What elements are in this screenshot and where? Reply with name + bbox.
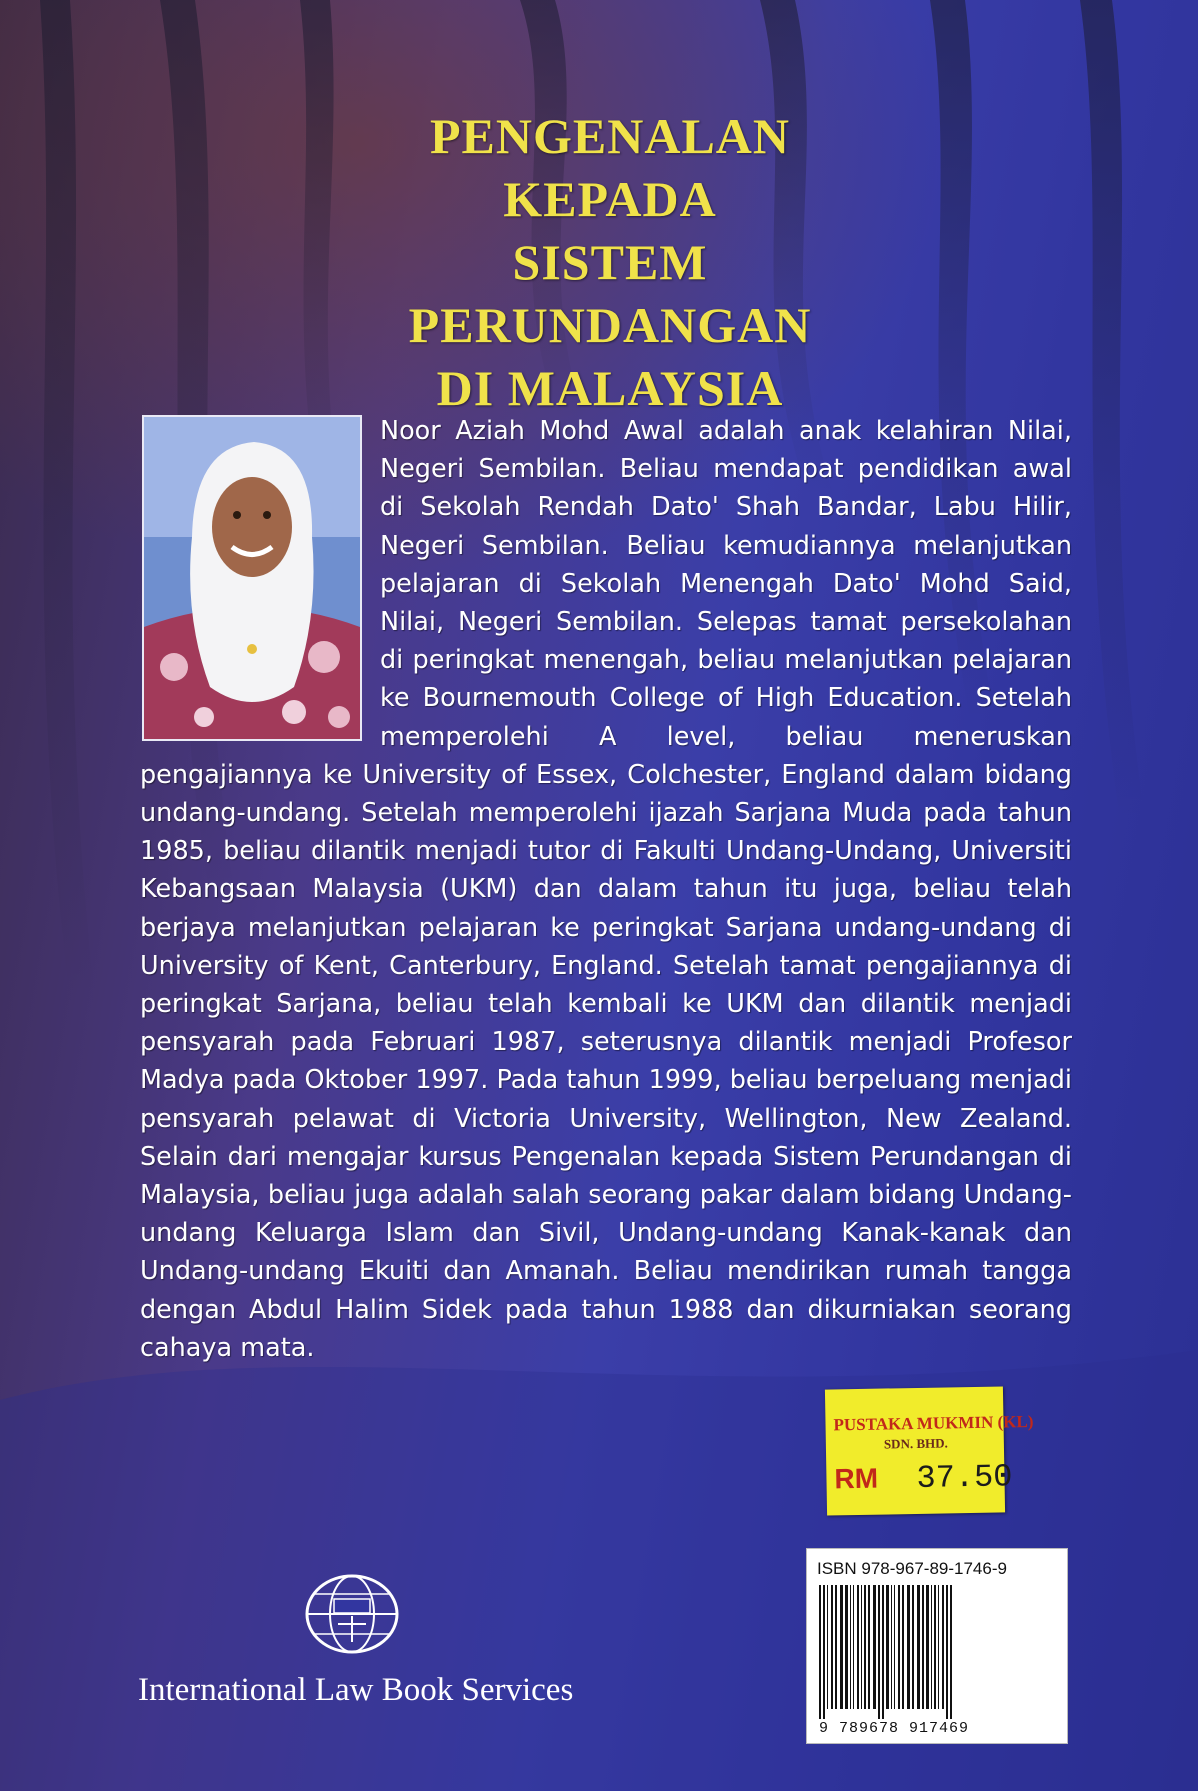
barcode-bar bbox=[827, 1585, 828, 1709]
barcode-bar bbox=[886, 1585, 889, 1709]
barcode-bar bbox=[917, 1585, 920, 1709]
barcode-bar bbox=[946, 1585, 948, 1719]
barcode-bar bbox=[907, 1585, 910, 1709]
barcode-bar bbox=[882, 1585, 884, 1719]
isbn-barcode bbox=[806, 1548, 1068, 1744]
title-line: PENGENALAN bbox=[429, 108, 791, 164]
barcode-bar bbox=[831, 1585, 833, 1709]
barcode-bar bbox=[840, 1585, 843, 1709]
barcode-bar bbox=[922, 1585, 924, 1709]
barcode-bar bbox=[950, 1585, 952, 1719]
barcode-bar bbox=[912, 1585, 914, 1709]
barcode-bar bbox=[868, 1585, 870, 1709]
title-line: KEPADA bbox=[503, 171, 717, 227]
barcode-bar bbox=[931, 1585, 932, 1709]
barcode-bar bbox=[873, 1585, 876, 1709]
barcode-bar bbox=[891, 1585, 892, 1709]
price-sticker-store: PUSTAKA MUKMIN (KL) bbox=[833, 1411, 1034, 1435]
barcode-bar bbox=[934, 1585, 936, 1709]
barcode-bar bbox=[853, 1585, 854, 1709]
barcode-bar bbox=[938, 1585, 939, 1709]
barcode-bar bbox=[926, 1585, 929, 1709]
publisher-logo bbox=[304, 1572, 400, 1656]
title-line: PERUNDANGAN bbox=[408, 297, 812, 353]
barcode-bar bbox=[835, 1585, 837, 1709]
price-value: 37.50 bbox=[916, 1458, 1013, 1497]
price-sticker-store-suffix: SDN. BHD. bbox=[883, 1435, 948, 1452]
barcode-bar bbox=[823, 1585, 825, 1719]
barcode-bars bbox=[817, 1585, 1059, 1719]
title-line: DI MALAYSIA bbox=[436, 360, 784, 416]
barcode-bar bbox=[857, 1585, 859, 1709]
barcode-bar bbox=[894, 1585, 895, 1709]
barcode-bar bbox=[898, 1585, 900, 1709]
barcode-bar bbox=[942, 1585, 944, 1709]
barcode-bar bbox=[845, 1585, 848, 1709]
title-line: SISTEM bbox=[512, 234, 708, 290]
photo-spacer bbox=[140, 412, 372, 752]
barcode-bar bbox=[902, 1585, 904, 1709]
publisher-name: International Law Book Services bbox=[138, 1672, 574, 1708]
barcode-bar bbox=[878, 1585, 880, 1719]
price-sticker bbox=[825, 1386, 1034, 1515]
book-title bbox=[300, 105, 920, 420]
barcode-bar bbox=[861, 1585, 862, 1709]
isbn-label: ISBN 978-967-89-1746-9 bbox=[817, 1559, 1007, 1578]
barcode-bar bbox=[864, 1585, 866, 1709]
author-biography bbox=[140, 412, 1072, 1367]
barcode-digits: 9 789678 917469 bbox=[819, 1720, 970, 1737]
biography-text: Noor Aziah Mohd Awal adalah anak kelahiran Nilai, Negeri Sembilan. Beliau mendapat pendidikan awal di Sekolah Rendah Dato' Shah Bandar, Labu Hilir, Negeri Sembilan. Beliau kemudiannya melanjutkan pelajaran di Sekolah Menengah Dato' Mohd Said, Nilai, Negeri Sembilan. Selepas tamat persekolahan di peringkat menengah, beliau melanjutkan pelajaran ke Bournemouth College of High Education. Setelah memperolehi A level, beliau meneruskan pengajiannya ke University of Essex, Colchester, England dalam bidang undang-undang. Setelah memperolehi ijazah Sarjana Muda pada tahun 1985, beliau dilantik menjadi tutor di Fakulti Undang-Undang, Universiti Kebangsaan Malaysia (UKM) dan dalam tahun itu juga, beliau telah berjaya melanjutkan pelajaran ke peringkat Sarjana undang-undang di University of Kent, Canterbury, England. Setelah tamat pengajiannya di peringkat Sarjana, beliau telah kembali ke UKM dan dilantik menjadi pensyarah pada Februari 1987, seterusnya dilantik menjadi Profesor Madya pada Oktober 1997. Pada tahun 1999, beliau berpeluang menjadi pensyarah pelawat di Victoria University, Wellington, New Zealand. Selain dari mengajar kursus Pengenalan kepada Sistem Perundangan di Malaysia, beliau juga adalah salah seorang pakar dalam bidang Undang-undang Keluarga Islam dan Sivil, Undang-undang Kanak-kanak dan Undang-undang Ekuiti dan Amanah. Beliau mendirikan rumah tangga dengan Abdul Halim Sidek pada tahun 1988 dan dikurniakan seorang cahaya mata. bbox=[140, 416, 1072, 1363]
barcode-bar bbox=[850, 1585, 851, 1709]
barcode-bar bbox=[819, 1585, 821, 1719]
price-currency: RM bbox=[834, 1462, 879, 1495]
